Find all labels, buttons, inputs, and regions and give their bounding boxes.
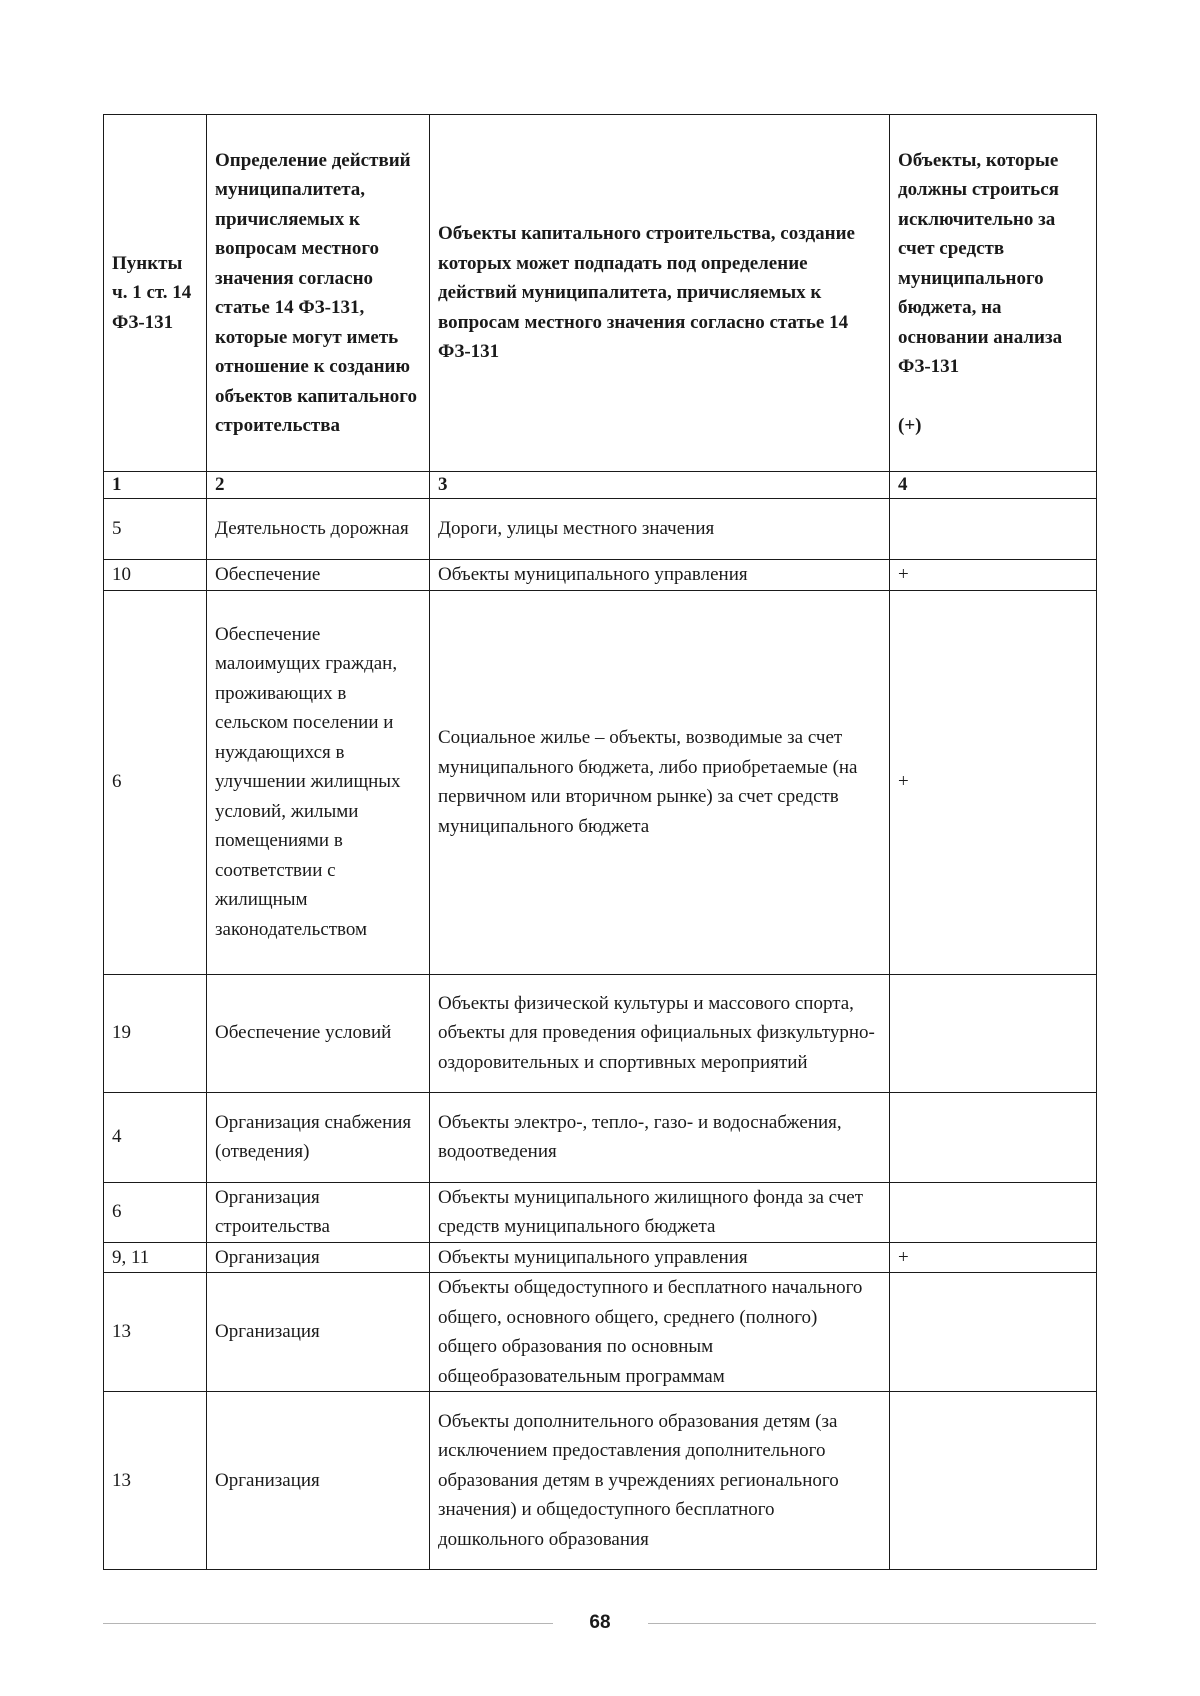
table-row: [104, 560, 1097, 591]
footer-divider-right: [648, 1623, 1096, 1624]
cell-clause: 19: [104, 974, 207, 1092]
law-analysis-table: [103, 114, 1097, 1570]
page-number: 68: [589, 1612, 611, 1633]
table-row: [104, 1182, 1097, 1242]
cell-objects: Объекты муниципального управления: [430, 1242, 890, 1273]
cell-definition: Организация: [207, 1392, 430, 1570]
header-cell-definition: Определение действий муниципалитета, причисляемых к вопросам местного значения согласно статье 14 ФЗ-131, которые могут иметь отношение к созданию объектов капитального строительства: [207, 115, 430, 472]
cell-clause: 6: [104, 1182, 207, 1242]
column-number: 4: [890, 472, 1097, 499]
cell-clause: 13: [104, 1392, 207, 1570]
cell-clause: 9, 11: [104, 1242, 207, 1273]
cell-definition: Обеспечение малоимущих граждан, проживающих в сельском поселении и нуждающихся в улучшении жилищных условий, жилыми помещениями в соответствии с жилищным законодательством: [207, 590, 430, 974]
table-row: [104, 1092, 1097, 1182]
header-cell-objects: Объекты капитального строительства, создание которых может подпадать под определение действий муниципалитета, причисляемых к вопросам местного значения согласно статье 14 ФЗ-131: [430, 115, 890, 472]
cell-definition: Организация: [207, 1273, 430, 1392]
cell-budget-mark: +: [890, 1242, 1097, 1273]
cell-budget-mark: +: [890, 590, 1097, 974]
header-cell-clauses: Пункты ч. 1 ст. 14 ФЗ-131: [104, 115, 207, 472]
cell-objects: Объекты муниципального управления: [430, 560, 890, 591]
cell-budget-mark: [890, 1092, 1097, 1182]
cell-definition: Обеспечение условий: [207, 974, 430, 1092]
cell-definition: Организация: [207, 1242, 430, 1273]
cell-budget-mark: [890, 974, 1097, 1092]
cell-definition: Организация строительства: [207, 1182, 430, 1242]
cell-objects: Объекты дополнительного образования детям (за исключением предоставления дополнительного образования детям в учреждениях регионального значения) и общедоступного бесплатного дошкольного образования: [430, 1392, 890, 1570]
cell-clause: 10: [104, 560, 207, 591]
column-number: 1: [104, 472, 207, 499]
table-row: [104, 1273, 1097, 1392]
cell-definition: Обеспечение: [207, 560, 430, 591]
header-cell-budget-objects: Объекты, которые должны строиться исключительно за счет средств муниципального бюджета, на основании анализа ФЗ-131 (+): [890, 115, 1097, 472]
table-header-row: [104, 115, 1097, 472]
cell-budget-mark: +: [890, 560, 1097, 591]
cell-clause: 13: [104, 1273, 207, 1392]
table-row: [104, 590, 1097, 974]
table-row: [104, 499, 1097, 560]
cell-objects: Социальное жилье – объекты, возводимые за счет муниципального бюджета, либо приобретаемые (на первичном или вторичном рынке) за счет средств муниципального бюджета: [430, 590, 890, 974]
cell-budget-mark: [890, 499, 1097, 560]
table-row: [104, 1392, 1097, 1570]
table-row: [104, 1242, 1097, 1273]
cell-clause: 4: [104, 1092, 207, 1182]
cell-budget-mark: [890, 1182, 1097, 1242]
column-numbers-row: [104, 472, 1097, 499]
cell-objects: Объекты физической культуры и массового спорта, объекты для проведения официальных физкультурно-оздоровительных и спортивных мероприятий: [430, 974, 890, 1092]
footer-divider-left: [103, 1623, 553, 1624]
table-row: [104, 974, 1097, 1092]
cell-definition: Деятельность дорожная: [207, 499, 430, 560]
column-number: 2: [207, 472, 430, 499]
cell-clause: 5: [104, 499, 207, 560]
cell-objects: Дороги, улицы местного значения: [430, 499, 890, 560]
cell-budget-mark: [890, 1392, 1097, 1570]
cell-definition: Организация снабжения (отведения): [207, 1092, 430, 1182]
cell-objects: Объекты общедоступного и бесплатного начального общего, основного общего, среднего (полного) общего образования по основным общеобразовательным программам: [430, 1273, 890, 1392]
cell-objects: Объекты муниципального жилищного фонда за счет средств муниципального бюджета: [430, 1182, 890, 1242]
cell-budget-mark: [890, 1273, 1097, 1392]
cell-clause: 6: [104, 590, 207, 974]
column-number: 3: [430, 472, 890, 499]
cell-objects: Объекты электро-, тепло-, газо- и водоснабжения, водоотведения: [430, 1092, 890, 1182]
